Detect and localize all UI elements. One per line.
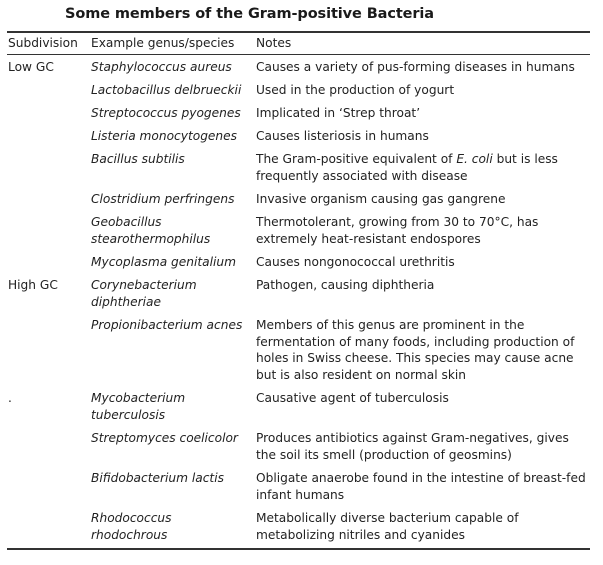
cell-species: Mycobacterium tuberculosis: [91, 391, 186, 422]
cell-notes: Members of this genus are prominent in the fermentation of many foods, including production of holes in Swiss cheese. This species may cause acne but is also resident on normal skin: [256, 318, 575, 382]
cell-notes: Obligate anaerobe found in the intestine of breast-fed infant humans: [256, 471, 586, 502]
cell-subdivision: High GC: [8, 278, 58, 292]
cell-notes: [256, 151, 586, 184]
cell-subdivision: Low GC: [8, 60, 54, 74]
cell-notes: Metabolically diverse bacterium capable of metabolizing nitriles and cyanides: [256, 511, 519, 542]
notes-part: but is less frequently associated with disease: [256, 152, 558, 183]
notes-italic-part: E. coli: [456, 152, 493, 166]
cell-species: Streptomyces coelicolor: [91, 431, 238, 445]
cell-species: Corynebacterium diphtheriae: [91, 278, 197, 309]
cell-species: Bifidobacterium lactis: [91, 471, 224, 485]
header-example: Example genus/species: [91, 36, 235, 50]
cell-notes: Produces antibiotics against Gram-negatives, gives the soil its smell (production of geosmins): [256, 431, 569, 462]
cell-notes: Implicated in ‘Strep throat’: [256, 106, 421, 120]
cell-subdivision: .: [8, 391, 12, 405]
cell-species: Lactobacillus delbrueckii: [91, 83, 242, 97]
cell-species: Rhodococcus rhodochrous: [91, 511, 172, 542]
cell-species: Propionibacterium acnes: [91, 318, 243, 332]
cell-species: Staphylococcus aureus: [91, 60, 232, 74]
table-title: Some members of the Gram-positive Bacteria: [65, 6, 434, 22]
cell-species: Clostridium perfringens: [91, 192, 235, 206]
cell-notes: Used in the production of yogurt: [256, 83, 455, 97]
cell-notes: Thermotolerant, growing from 30 to 70°C, has extremely heat-resistant endospores: [256, 215, 539, 246]
cell-notes: Causes nongonococcal urethritis: [256, 255, 455, 269]
cell-notes: Invasive organism causing gas gangrene: [256, 192, 506, 206]
cell-notes: Causes a variety of pus-forming diseases in humans: [256, 60, 575, 74]
cell-species: Mycoplasma genitalium: [91, 255, 237, 269]
top-rule: [7, 31, 590, 33]
bottom-rule: [7, 548, 590, 550]
cell-species: Geobacillus stearothermophilus: [91, 215, 211, 246]
header-notes: Notes: [256, 36, 292, 50]
cell-notes: Causes listeriosis in humans: [256, 129, 429, 143]
notes-part: The Gram-positive equivalent of: [256, 152, 457, 166]
cell-notes: Pathogen, causing diphtheria: [256, 278, 435, 292]
header-rule: [7, 54, 590, 55]
header-subdivision: Subdivision: [8, 36, 78, 50]
cell-species: Bacillus subtilis: [91, 152, 185, 166]
cell-species: Streptococcus pyogenes: [91, 106, 241, 120]
cell-notes: Causative agent of tuberculosis: [256, 391, 449, 405]
cell-species: Listeria monocytogenes: [91, 129, 238, 143]
